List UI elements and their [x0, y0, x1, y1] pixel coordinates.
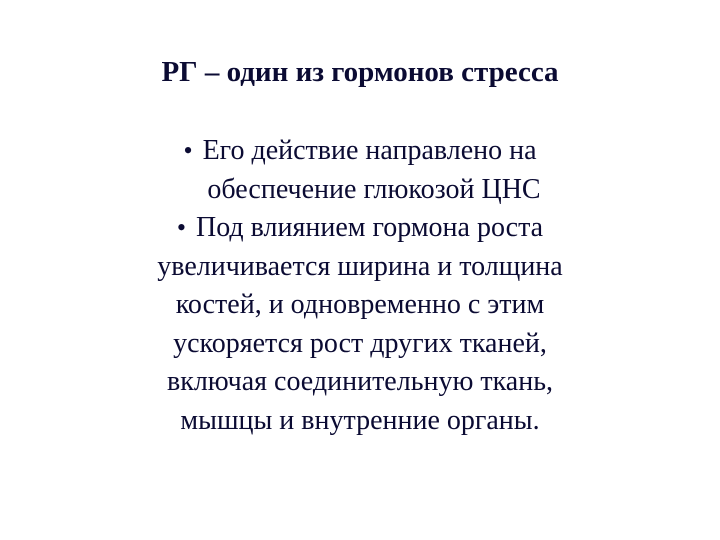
slide-title: РГ – один из гормонов стресса	[161, 56, 559, 88]
bullet-dot-icon: •	[183, 136, 193, 165]
bullet-item-2	[0, 209, 720, 440]
bullet-text: Под влиянием гормона роста	[196, 212, 544, 243]
bullet-line: ускоряется рост других тканей,	[173, 327, 547, 359]
bullet-list	[0, 132, 720, 440]
bullet-text: Его действие направлено на	[202, 135, 537, 166]
bullet-item-1	[0, 132, 720, 209]
bullet-line	[0, 209, 720, 248]
bullet-line	[0, 132, 720, 171]
bullet-line: костей, и одновременно с этим	[175, 289, 545, 320]
bullet-line: включая соединительную ткань,	[167, 366, 553, 397]
bullet-dot-icon: •	[176, 213, 186, 242]
bullet-line: увеличивается ширина и толщина	[157, 250, 563, 282]
bullet-line: обеспечение глюкозой ЦНС	[207, 173, 541, 205]
bullet-line: мышцы и внутренние органы.	[180, 404, 540, 436]
